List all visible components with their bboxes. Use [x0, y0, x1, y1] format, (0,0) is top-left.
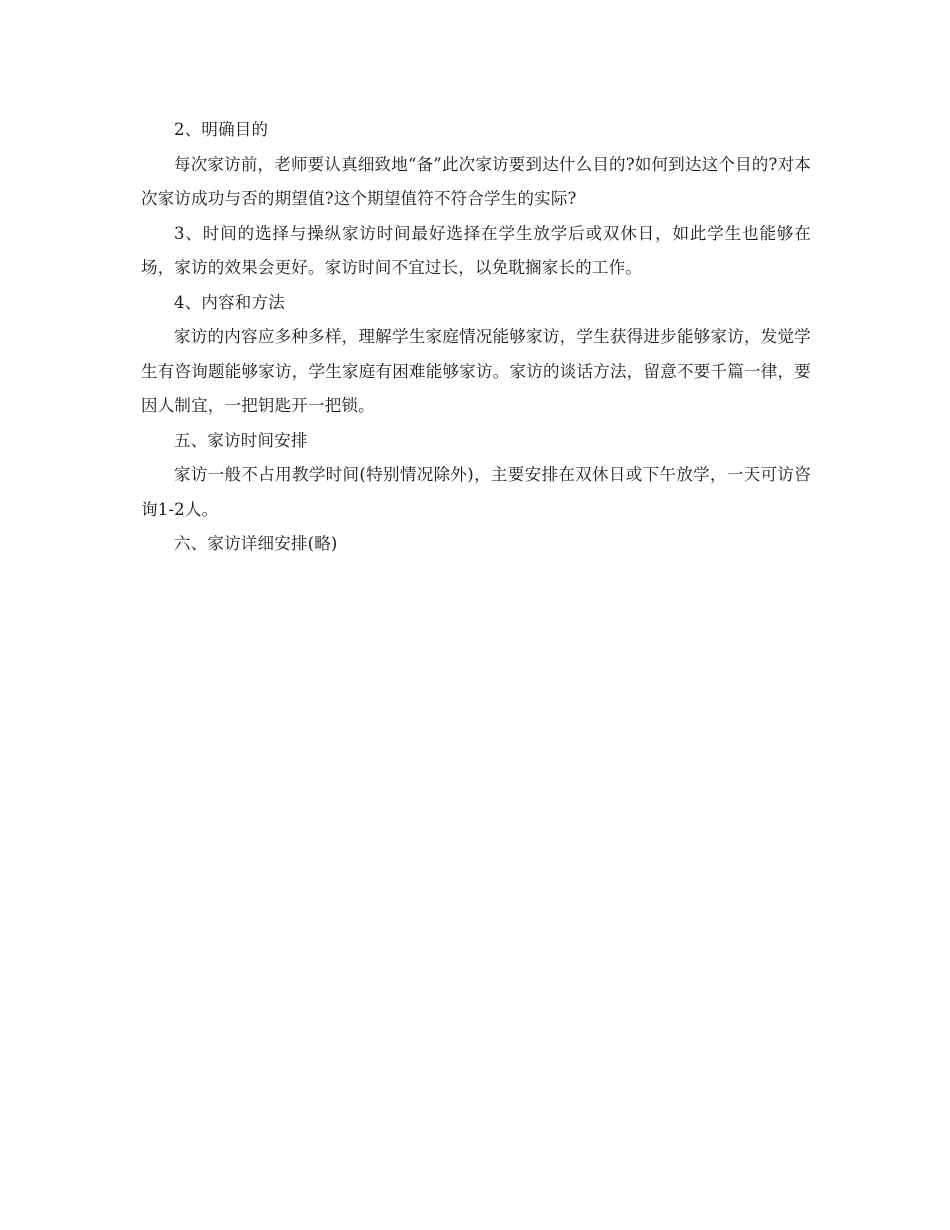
- paragraph-purpose-detail: 每次家访前，老师要认真细致地“备”此次家访要到达什么目的?如何到达这个目的?对本次家访成功与否的期望值?这个期望值符不符合学生的实际?: [141, 154, 811, 208]
- paragraph-visit-schedule-detail: 家访一般不占用教学时间(特别情况除外)，主要安排在双休日或下午放学，一天可访咨询1-2人。: [141, 465, 811, 519]
- heading-clarify-purpose: 2、明确目的: [174, 120, 269, 139]
- document-body: [141, 113, 811, 562]
- heading-detailed-arrangement: 六、家访详细安排(略): [174, 534, 338, 553]
- paragraph-time-selection: 3、时间的选择与操纵家访时间最好选择在学生放学后或双休日，如此学生也能够在场，家访的效果会更好。家访时间不宜过长，以免耽搁家长的工作。: [141, 223, 811, 277]
- heading-visit-schedule: 五、家访时间安排: [174, 430, 308, 450]
- paragraph-content-method-detail: 家访的内容应多种多样，理解学生家庭情况能够家访，学生获得进步能够家访，发觉学生有咨询题能够家访，学生家庭有困难能够家访。家访的谈话方法，留意不要千篇一律，要因人制宜，一把钥匙开一把锁。: [141, 327, 811, 415]
- heading-content-method: 4、内容和方法: [174, 292, 285, 312]
